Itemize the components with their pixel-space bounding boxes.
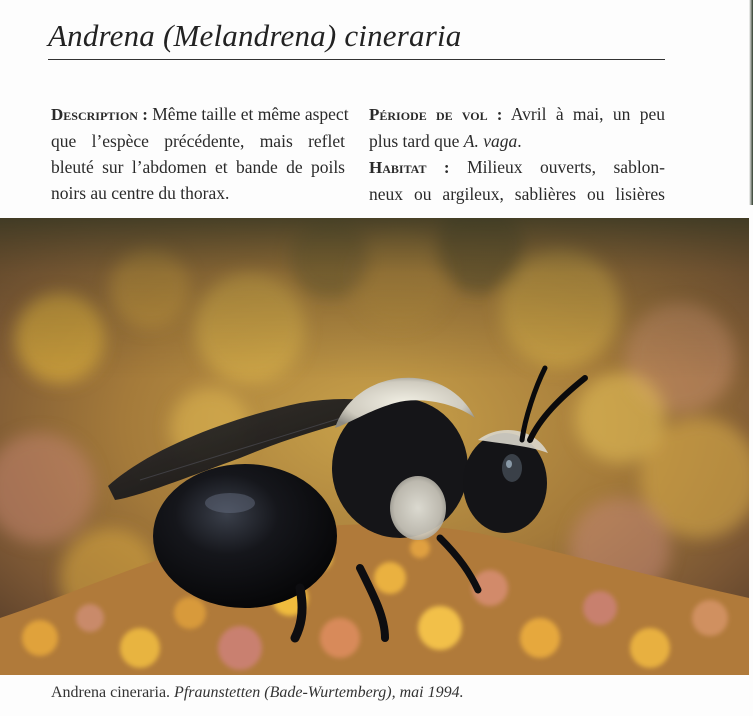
- description-line-1: Même taille et même aspect: [152, 104, 349, 124]
- flight-period-text: Avril à mai, un peu: [510, 104, 665, 124]
- bee-eye: [502, 454, 522, 482]
- habitat-text-2: neux ou argileux, sablières ou lisières: [369, 184, 665, 204]
- description-label: Description :: [51, 105, 148, 124]
- flight-period-line-2: [369, 128, 665, 154]
- caption-location: Pfraunstetten (Bade-Wurtemberg), mai 1994.: [174, 684, 464, 701]
- bee-photo-illustration: [0, 218, 749, 675]
- habitat-label: Habitat :: [369, 158, 450, 177]
- page-title: Andrena (Melandrena) cineraria: [48, 18, 462, 53]
- caption-species: Andrena cineraria.: [51, 684, 171, 701]
- background-top-shade: [0, 218, 749, 378]
- flight-period-suffix: .: [517, 131, 522, 151]
- description-line-4: noirs au centre du thorax.: [51, 183, 230, 203]
- flight-period-line-1: [369, 101, 665, 128]
- photo-caption: [51, 684, 464, 702]
- title-rule: [48, 59, 665, 60]
- description-section: [51, 101, 349, 206]
- description-line-3: bleuté sur l’abdomen et bande de poils: [51, 157, 345, 177]
- right-column: [369, 101, 665, 207]
- page-edge-shadow: [749, 0, 753, 205]
- description-line-2: que l’espèce précédente, mais reflet: [51, 131, 345, 151]
- flight-period-label: Période de vol :: [369, 105, 503, 124]
- flight-period-prefix: plus tard que: [369, 131, 460, 151]
- bee-abdomen: [153, 464, 337, 608]
- species-reference: A. vaga: [463, 131, 518, 151]
- bee-photo: [0, 218, 749, 675]
- habitat-line-1: [369, 154, 665, 181]
- habitat-text-1: Milieux ouverts, sablon-: [467, 157, 666, 177]
